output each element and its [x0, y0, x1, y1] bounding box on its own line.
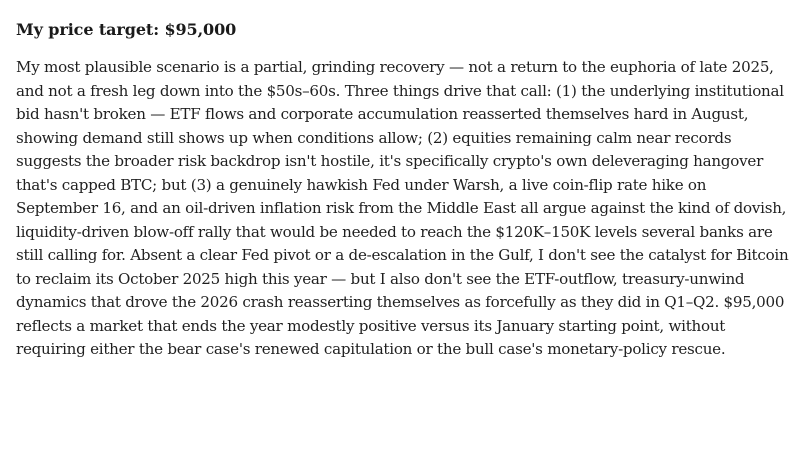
scenario-paragraph: My most plausible scenario is a partial, grinding recovery — not a return to the euphoria of late 2025, and not a fresh leg down into the $50s–60s. Three things drive that call: (1) the underlying institutional bid hasn't broken — ETF flows and corporate accumulation reasserted themselves hard in August, showing demand still shows up when conditions allow; (2) equities remaining calm near records suggests the broader risk backdrop isn't hostile, it's specifically crypto's own deleveraging hangover that's capped BTC; but (3) a genuinely hawkish Fed under Warsh, a live coin-flip rate hike on September 16, and an oil-driven inflation risk from the Middle East all argue against the kind of dovish, liquidity-driven blow-off rally that would be needed to reach the $120K–150K levels several banks are still calling for. Absent a clear Fed pivot or a de-escalation in the Gulf, I don't see the catalyst for Bitcoin to reclaim its October 2025 high this year — but I also don't see the ETF-outflow, treasury-unwind dynamics that drove the 2026 crash reasserting themselves as forcefully as they did in Q1–Q2. $95,000 reflects a market that ends the year modestly positive versus its January starting point, without requiring either the bear case's renewed capitulation or the bull case's monetary-policy rescue.: [16, 58, 789, 358]
price-target-heading: My price target: $95,000: [16, 20, 237, 39]
article-section: [16, 18, 792, 362]
